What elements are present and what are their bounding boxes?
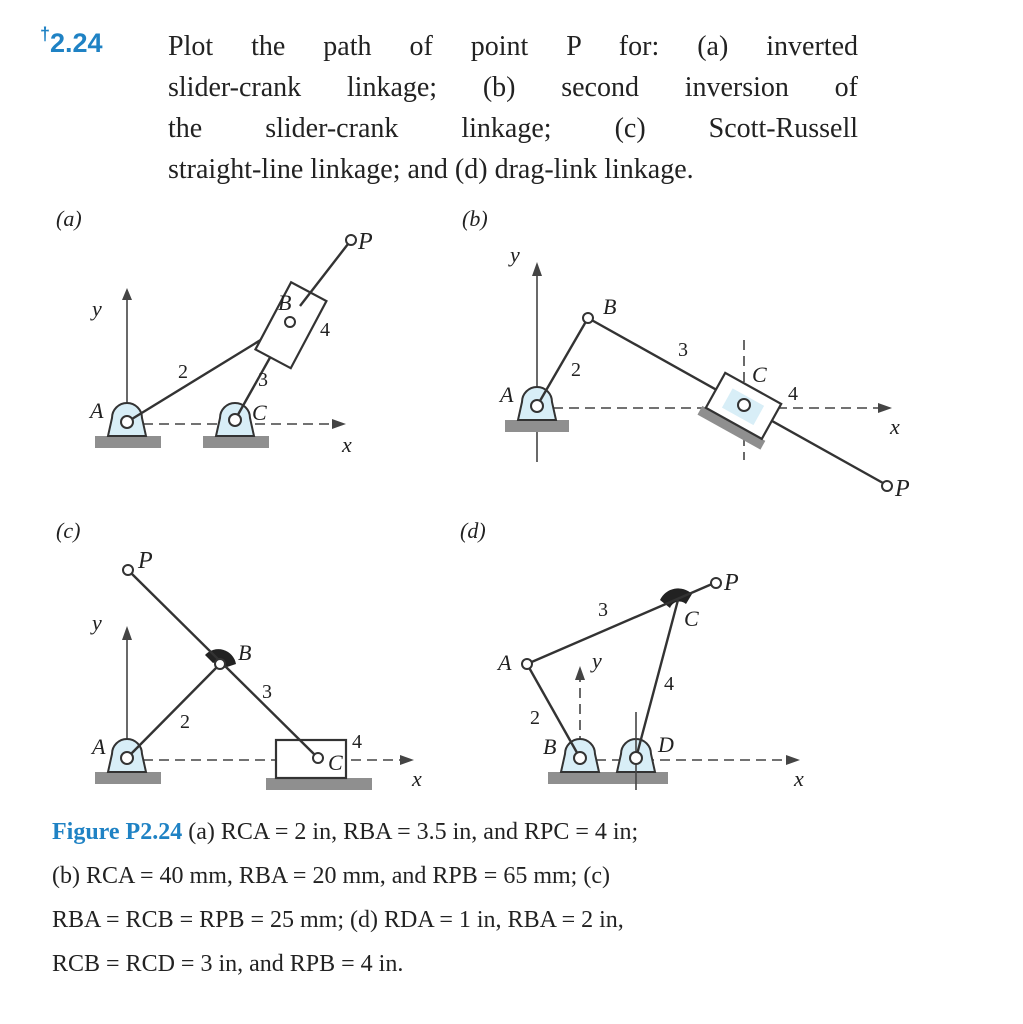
x-arrow-d	[786, 755, 800, 765]
problem-number-value: 2.24	[50, 28, 103, 58]
label-A-d: B	[543, 734, 557, 759]
label-B-b: B	[603, 294, 617, 319]
link-label-4-c: 4	[352, 731, 362, 753]
y-label-b: y	[510, 242, 520, 267]
x-label-b: x	[890, 414, 900, 439]
x-label-c: x	[412, 766, 422, 791]
y-arrow-d	[575, 666, 585, 680]
label-A-b: A	[500, 382, 514, 407]
caption-line: RCB = RCD = 3 in, and RPB = 4 in.	[52, 951, 404, 977]
problem-line: straight-line linkage; and (d) drag-link linkage.	[168, 154, 694, 185]
y-label-d: y	[592, 648, 602, 673]
caption-figure-label: Figure P2.24	[52, 819, 183, 845]
pin-A-d	[574, 752, 586, 764]
dagger-marker: †	[40, 24, 51, 44]
label-B-d: A	[498, 650, 512, 675]
label-P-c: P	[138, 548, 153, 574]
figure-a-label: (a)	[56, 206, 82, 231]
figure-caption	[52, 810, 812, 986]
caption-text: (a) RCA = 2 in, RBA = 3.5 in, and RPC = 4 in;	[188, 819, 639, 845]
link-label-3-a: 3	[258, 369, 268, 391]
point-P-d	[711, 578, 721, 588]
problem-line: slider-crank linkage; (b) second inversion of	[168, 72, 858, 103]
link-label-2-d: 2	[530, 707, 540, 729]
caption-line: (b) RCA = 40 mm, RBA = 20 mm, and RPB = 65 mm; (c)	[52, 863, 610, 889]
label-B-c: B	[238, 640, 252, 665]
figure-d-label: (d)	[460, 518, 486, 543]
label-P-b: P	[895, 476, 910, 502]
pin-B-d	[522, 659, 532, 669]
link-label-4-d: 4	[664, 673, 674, 695]
caption-line	[52, 810, 812, 854]
label-C-c: C	[328, 750, 343, 775]
link-label-2-c: 2	[180, 711, 190, 733]
x-label-a: x	[342, 432, 352, 457]
y-label-a: y	[92, 296, 102, 321]
pin-D-d	[630, 752, 642, 764]
link-label-4-b: 4	[788, 383, 798, 405]
ground-d	[548, 772, 668, 784]
label-A-c: A	[92, 734, 106, 759]
link-label-4-a: 4	[320, 319, 330, 341]
x-label-d: x	[794, 766, 804, 791]
label-P-d: P	[724, 570, 739, 596]
link-label-2-a: 2	[178, 361, 188, 383]
y-label-c: y	[92, 610, 102, 635]
label-C-d: C	[684, 606, 699, 631]
label-D-d: D	[658, 732, 674, 757]
figure-b-label: (b)	[462, 206, 488, 231]
problem-line: the slider-crank linkage; (c) Scott-Russell	[168, 113, 858, 144]
link-label-2-b: 2	[571, 359, 581, 381]
label-P-a: P	[358, 229, 373, 255]
label-C-b: C	[752, 362, 767, 387]
caption-line: RBA = RCB = RPB = 25 mm; (d) RDA = 1 in, RBA = 2 in,	[52, 907, 624, 933]
label-A-a: A	[90, 398, 104, 423]
label-C-a: C	[252, 400, 267, 425]
link-label-3-b: 3	[678, 339, 688, 361]
label-B-a: B	[278, 290, 292, 315]
link-label-3-d: 3	[598, 599, 608, 621]
problem-line: Plot the path of point P for: (a) inverted	[168, 31, 858, 62]
link-label-3-c: 3	[262, 681, 272, 703]
figure-c-label: (c)	[56, 518, 81, 543]
